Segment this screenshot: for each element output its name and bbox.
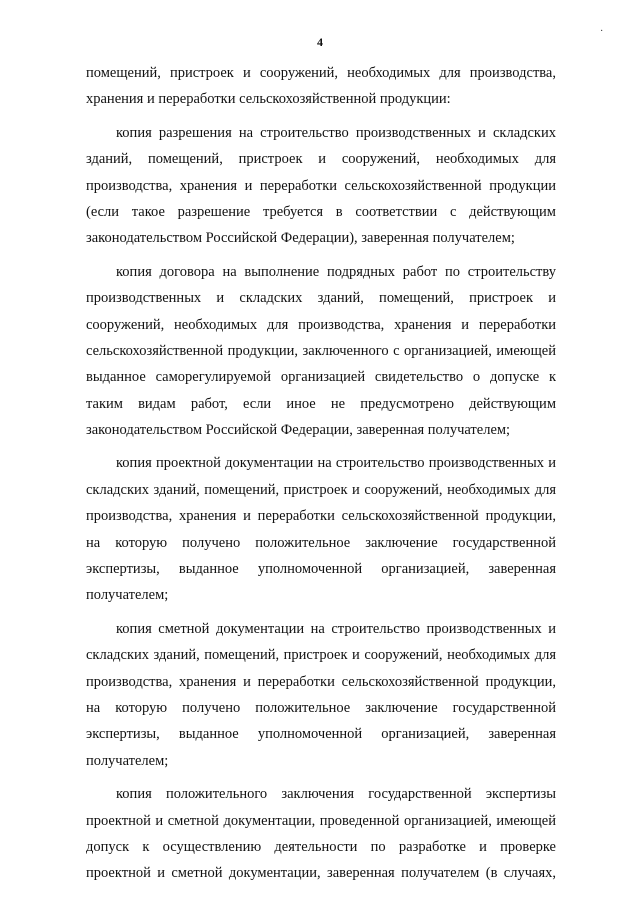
- text-line: таким видам работ, если иное не предусмотрено действующим: [86, 395, 556, 412]
- page-number: 4: [317, 35, 323, 49]
- text-line: законодательством Российской Федерации), заверенная получателем;: [86, 230, 515, 247]
- text-line: производства, хранения и переработки сельскохозяйственной продукции,: [86, 508, 556, 525]
- paragraph-construction-permit: [86, 120, 556, 252]
- text-line: хранения и переработки сельскохозяйственной продукции:: [86, 91, 451, 108]
- paragraph-continuation: [86, 60, 556, 113]
- text-line: допуск к осуществлению деятельности по разработке и проверке: [86, 838, 556, 855]
- text-line: (если такое разрешение требуется в соответствии с действующим: [86, 203, 556, 220]
- paragraph-project-documentation: [86, 450, 556, 608]
- text-line: производства, хранения и переработки сельскохозяйственной продукции: [86, 177, 556, 194]
- text-line: проектной и сметной документации, проведенной организацией, имеющей: [86, 812, 556, 829]
- text-line: складских зданий, помещений, пристроек и сооружений, необходимых для: [86, 647, 556, 664]
- text-line: копия проектной документации на строительство производственных и: [116, 455, 556, 472]
- text-line: копия разрешения на строительство производственных и складских: [116, 124, 556, 141]
- text-line: зданий, помещений, пристроек и сооружений, необходимых для: [86, 151, 556, 168]
- text-line: выданное саморегулируемой организацией свидетельство о допуске к: [86, 369, 556, 386]
- text-line: получателем;: [86, 752, 169, 769]
- text-line: сооружений, необходимых для производства, хранения и переработки: [86, 316, 556, 333]
- text-line: на которую получено положительное заключение государственной: [86, 534, 556, 551]
- text-line: помещений, пристроек и сооружений, необходимых для производства,: [86, 65, 556, 81]
- text-line: складских зданий, помещений, пристроек и сооружений, необходимых для: [86, 481, 556, 498]
- paragraph-estimate-documentation: [86, 616, 556, 774]
- text-line: сельскохозяйственной продукции, заключенного с организацией, имеющей: [86, 342, 556, 359]
- text-line: проектной и сметной документации, заверенная получателем (в случаях,: [86, 865, 556, 882]
- paragraph-expertise-conclusion: [86, 781, 556, 887]
- text-line: законодательством Российской Федерации, заверенная получателем;: [86, 422, 511, 439]
- text-line: копия положительного заключения государственной экспертизы: [116, 786, 556, 803]
- document-body: [86, 60, 556, 887]
- text-line: экспертизы, выданное уполномоченной организацией, заверенная: [86, 561, 556, 578]
- scan-mark: ·: [600, 26, 604, 37]
- text-line: производства, хранения и переработки сельскохозяйственной продукции,: [86, 673, 556, 690]
- text-line: экспертизы, выданное уполномоченной организацией, заверенная: [86, 726, 556, 743]
- paragraph-contract: [86, 259, 556, 444]
- text-line: получателем;: [86, 587, 169, 604]
- text-line: копия договора на выполнение подрядных работ по строительству: [116, 263, 556, 280]
- text-line: копия сметной документации на строительство производственных и: [116, 620, 556, 637]
- text-line: производственных и складских зданий, помещений, пристроек и: [86, 290, 556, 307]
- text-line: на которую получено положительное заключение государственной: [86, 699, 556, 716]
